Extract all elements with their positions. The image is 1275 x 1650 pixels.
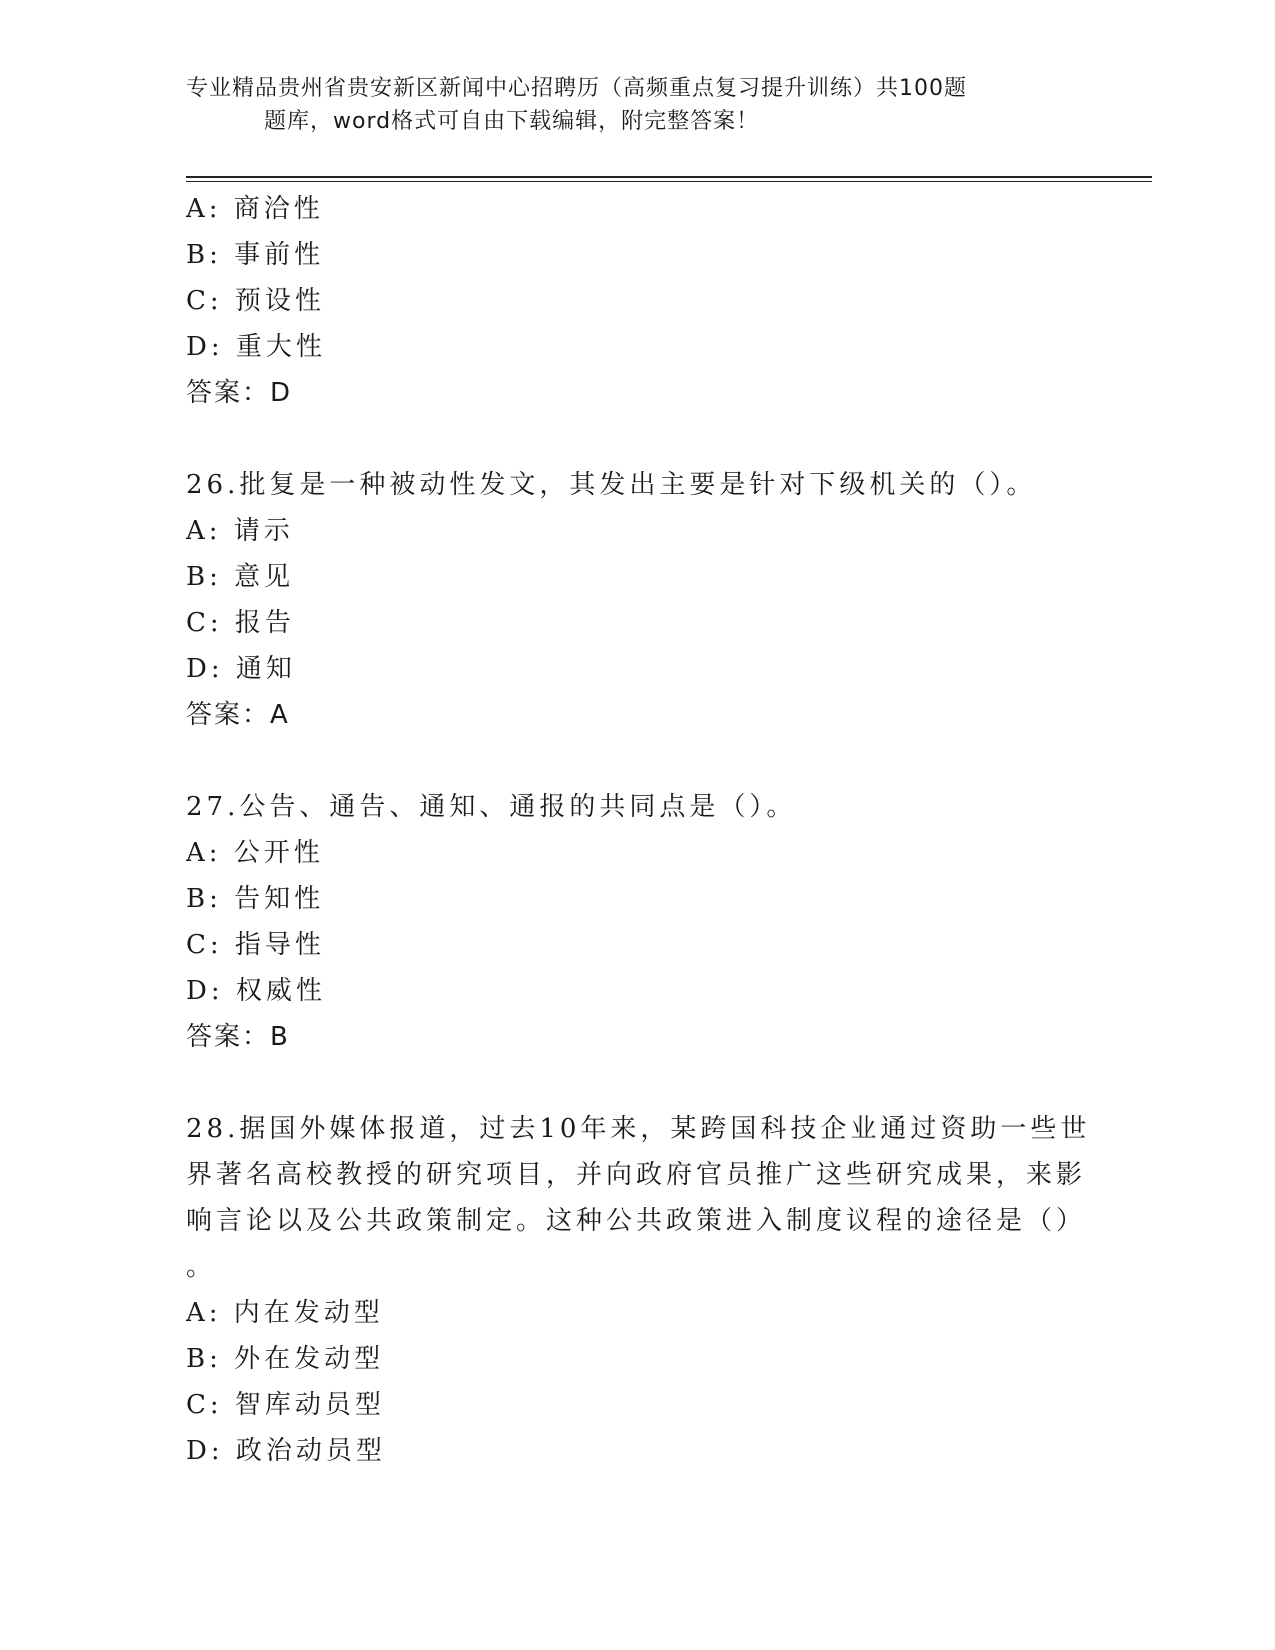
question-26 [186,462,1066,738]
option-c: C: 预设性 [186,286,325,316]
question-text-line-2: 界著名高校教授的研究项目，并向政府官员推广这些研究成果，来影 [186,1160,1087,1190]
answer: 答案：D [186,378,293,408]
option-a: A: 公开性 [186,838,324,868]
option-b: B: 意见 [186,562,295,592]
answer: 答案：B [186,1022,290,1052]
question-28 [186,1106,1091,1474]
header-divider [186,176,1152,178]
document-header [186,72,1046,138]
question-27 [186,784,1066,1060]
option-a: A: 请示 [186,516,294,546]
question-text: 27.公告、通告、通知、通报的共同点是（）。 [186,792,797,822]
option-c: C: 指导性 [186,930,325,960]
header-title-line-1: 专业精品贵州省贵安新区新闻中心招聘历（高频重点复习提升训练）共100题 [186,76,967,101]
option-b: B: 事前性 [186,240,325,270]
option-a: A: 商洽性 [186,194,324,224]
spacer [186,1060,1066,1106]
option-d: D: 政治动员型 [186,1436,386,1466]
question-text-line-1: 28.据国外媒体报道，过去10年来，某跨国科技企业通过资助一些世 [186,1114,1091,1144]
spacer [186,738,1066,784]
question-text-line-3: 响言论以及公共政策制定。这种公共政策进入制度议程的途径是（） [186,1206,1087,1236]
option-b: B: 告知性 [186,884,325,914]
option-d: D: 通知 [186,654,296,684]
option-c: C: 报告 [186,608,295,638]
spacer [186,416,1066,462]
question-text-line-4: 。 [186,1252,217,1282]
option-c: C: 智库动员型 [186,1390,385,1420]
header-divider-thin [186,181,1152,182]
question-25 [186,186,1066,416]
question-list [186,186,1091,1474]
answer: 答案：A [186,700,290,730]
question-text: 26.批复是一种被动性发文，其发出主要是针对下级机关的（）。 [186,470,1037,500]
option-b: B: 外在发动型 [186,1344,385,1374]
header-title-line-2: 题库，word格式可自由下载编辑，附完整答案！ [264,109,760,134]
option-d: D: 权威性 [186,976,326,1006]
option-a: A: 内在发动型 [186,1298,384,1328]
option-d: D: 重大性 [186,332,326,362]
